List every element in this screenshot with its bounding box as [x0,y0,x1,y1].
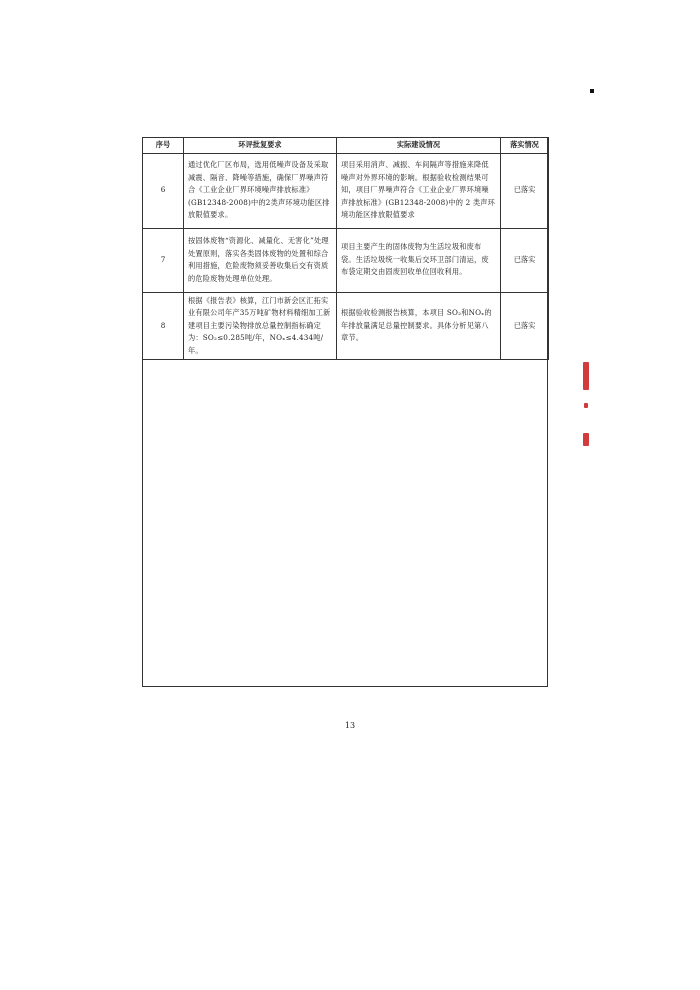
page-number: 13 [344,721,356,730]
stamp-fragment [583,362,589,390]
row-actual: 根据验收检测报告核算，本项目 SO₂和NOₓ的年排放量满足总量控制要求。具体分析见第八章节。 [337,292,501,360]
row-status: 已落实 [501,228,549,292]
row-status: 已落实 [501,153,549,228]
row-actual: 项目采用消声、减振、车间隔声等措施来降低噪声对外界环境的影响。根据验收检测结果可知，项目厂界噪声符合《工业企业厂界环境噪声排放标准》(GB12348-2008)中的 2 类声环境功能区排放限值要求 [337,153,501,228]
requirements-table [142,137,549,360]
table-row [143,292,549,360]
row-requirement: 通过优化厂区布局，选用低噪声设备及采取减震、隔音、降噪等措施，确保厂界噪声符合《工业企业厂界环境噪声排放标准》(GB12348-2008)中的2类声环境功能区排放限值要求。 [184,153,337,228]
row-requirement: 根据《报告表》核算，江门市新会区汇拓实业有限公司年产35万吨矿物材料精细加工新建项目主要污染物排放总量控制指标确定为：SO₂≤0.285吨/年，NOₓ≤4.434吨/年。 [184,292,337,360]
header-actual: 实际建设情况 [337,138,501,154]
stamp-fragment [583,433,589,446]
row-number: 7 [143,228,184,292]
row-actual: 项目主要产生的固体废物为生活垃圾和废布袋。生活垃圾统一收集后交环卫部门清运，废布袋定期交由固废回收单位回收利用。 [337,228,501,292]
stamp-fragment [584,403,588,408]
row-requirement: 按固体废物“资源化、减量化、无害化”处理处置原则，落实各类固体废物的处置和综合利用措施，危险废物须妥善收集后交有资质的危险废物处理单位处理。 [184,228,337,292]
table-row [143,228,549,292]
header-requirement: 环评批复要求 [184,138,337,154]
row-number: 6 [143,153,184,228]
table-row [143,153,549,228]
row-number: 8 [143,292,184,360]
scan-artifact-dot [590,89,594,93]
row-status: 已落实 [501,292,549,360]
table-header-row [143,138,549,154]
header-status: 落实情况 [501,138,549,154]
header-serial: 序号 [143,138,184,154]
